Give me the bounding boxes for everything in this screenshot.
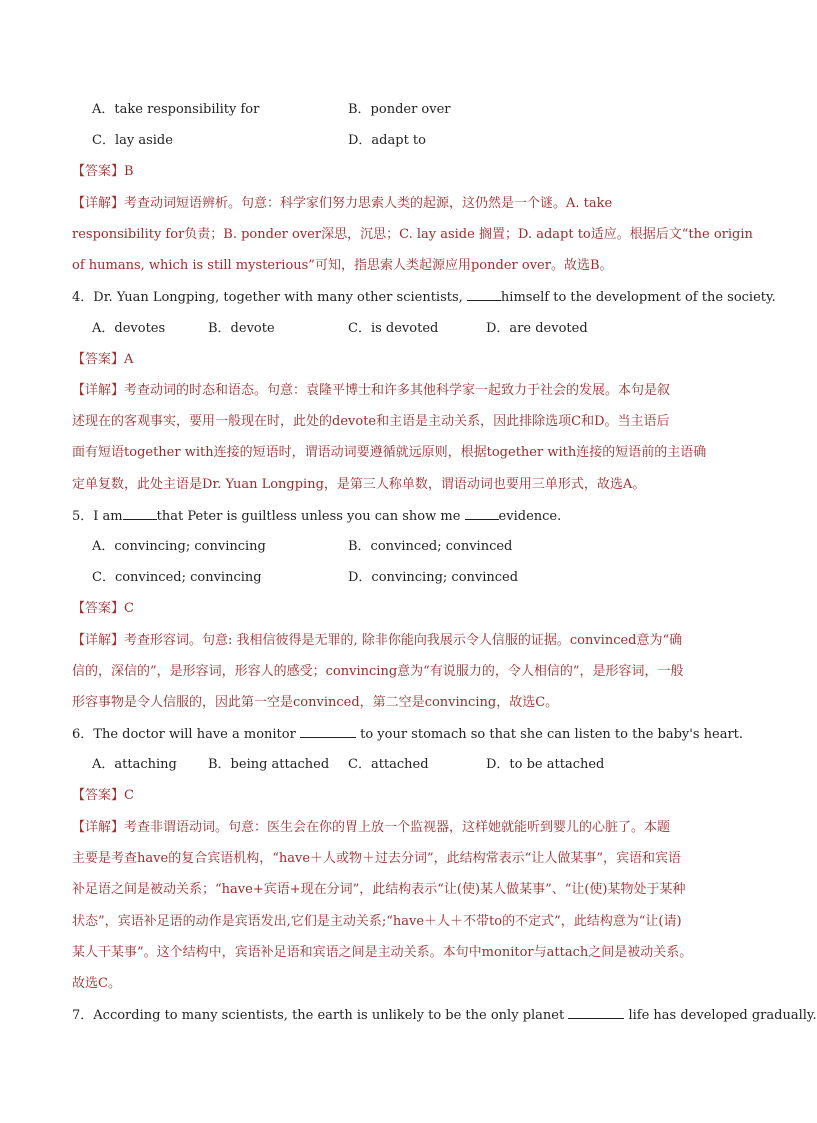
q3-detail-line-1 (72, 195, 612, 213)
detail-label: 【详解】 (72, 196, 125, 211)
answer-blank (465, 507, 499, 520)
text: 的不定式” (502, 914, 561, 929)
q4-detail-line-3 (72, 444, 706, 462)
text: 定单复数，此处主语是 (72, 477, 203, 492)
text: “have＋人＋不带 (386, 914, 490, 929)
text: “have＋人或物＋过去分词” (272, 851, 434, 866)
q4-option-d: D．are devoted (486, 321, 588, 336)
text: 信的，深信的”，是形容词，形容人的感受； (72, 664, 326, 679)
text: 述现在的客观事实，要用一般现在时，此处的 (72, 414, 333, 429)
text: “让人做某事” (524, 851, 603, 866)
text: ，此结构表示 (359, 882, 438, 897)
text: monitor (481, 945, 534, 960)
answer-blank (300, 725, 356, 738)
text: 负责； (184, 227, 224, 242)
text: attach (546, 945, 589, 960)
text: 除非你能向我展示令人信服的证据。 (361, 633, 570, 648)
text: responsibility for (72, 227, 185, 242)
text: 形容事物是令人信服的，因此第一空是 (72, 695, 294, 710)
text: ，此结构常表示 (433, 851, 525, 866)
answer-value: A (124, 352, 134, 367)
text: 它们是主动关系 (290, 914, 382, 929)
text: convinced (569, 633, 637, 648)
q3-detail-line-2 (72, 226, 753, 244)
text: ; (381, 914, 387, 929)
detail-label: 【详解】 (72, 820, 125, 835)
q4-detail-line-1 (72, 382, 670, 400)
text: 主要是考查 (72, 851, 138, 866)
q4-option-a: A．devotes (92, 321, 166, 336)
text: ，此结构意为 (560, 914, 639, 929)
answer-label: 【答案】 (72, 352, 125, 367)
text: 之间是被动关系。 (588, 945, 693, 960)
text: together with (486, 445, 577, 460)
q4-detail-line-4 (72, 476, 645, 494)
text: convincing (325, 664, 398, 679)
text: 补足语之间是被动关系； (72, 882, 216, 897)
text: to (489, 914, 503, 929)
text: ，是第三人称单数，谓语动词也要用三单形式，故选 (323, 477, 623, 492)
answer-value: C (124, 601, 134, 616)
text: of humans, which is still mysterious” (72, 258, 315, 273)
detail-label: 【详解】 (72, 383, 125, 398)
text: convincing (424, 695, 497, 710)
text: Dr. Yuan Longping (202, 477, 324, 492)
text: 5．I am (72, 509, 123, 524)
text: 考查动词短语辨析。句意：科学家们努力思索人类的起源，这仍然是一个谜。 (124, 196, 567, 211)
answer-label: 【答案】 (72, 788, 125, 803)
text: “确 (662, 633, 683, 648)
text: 我相信彼得是无罪的 (236, 633, 354, 648)
q5-stem (72, 507, 561, 526)
text: “have+宾语+现在分词” (215, 882, 360, 897)
text: 连接的短语前的主语确 (576, 445, 707, 460)
text: ，宾语和宾语 (602, 851, 681, 866)
text: 深思，沉思； (321, 227, 400, 242)
q4-answer (72, 351, 133, 369)
text: ，第二空是 (359, 695, 425, 710)
text: 考查动词的时态和语态。句意：袁隆平博士和许多其他科学家一起致力于社会的发展。本句是叙 (124, 383, 671, 398)
text: “有说服力的，令人相信的”，是形容词，一般 (423, 664, 684, 679)
text: “the origin (681, 227, 753, 242)
text: 。 (599, 258, 613, 273)
text: 意为 (397, 664, 424, 679)
q5-option-d: D．convincing; convinced (348, 570, 519, 585)
q6-stem (72, 725, 743, 744)
q3-option-d: D．adapt to (348, 133, 426, 148)
text: 。 (632, 477, 646, 492)
q3-answer (72, 163, 134, 181)
text: 。这个结构中，宾语补足语和宾语之间是主动关系。本句中 (143, 945, 482, 960)
q5-option-a: A．convincing; convincing (92, 539, 266, 554)
text: 和 (581, 414, 595, 429)
text: 。 (107, 976, 121, 991)
text: himself to the development of the society. (500, 290, 776, 305)
text: , (353, 633, 362, 648)
answer-blank (467, 288, 501, 301)
q6-detail-line-1 (72, 819, 670, 837)
text: 意为 (636, 633, 663, 648)
text: D (594, 414, 605, 429)
text: 与 (533, 945, 547, 960)
q6-detail-line-3 (72, 881, 686, 899)
text: life has developed gradually. (624, 1008, 817, 1023)
q3-option-a: A．take responsibility for (92, 102, 260, 117)
text: D. adapt to (517, 227, 591, 242)
text: 连接的短语时，谓语动词要遵循就远原则，根据 (213, 445, 487, 460)
text: , (286, 914, 291, 929)
text: 状态” (72, 914, 105, 929)
text: evidence. (498, 509, 562, 524)
text: C (571, 414, 582, 429)
text: 面有短语 (72, 445, 125, 460)
text: to your stomach so that she can listen to the baby's heart. (355, 727, 744, 742)
q5-answer (72, 600, 134, 618)
text: ，故选 (496, 695, 536, 710)
q6-option-b: B．being attached (208, 757, 330, 772)
q3-option-b: B．ponder over (348, 102, 451, 117)
text: 。故选 (550, 258, 590, 273)
q3-detail-line-3 (72, 257, 613, 275)
text: : (228, 633, 237, 648)
q5-option-c: C．convinced; convincing (92, 570, 262, 585)
q4-option-b: B．devote (208, 321, 275, 336)
q6-option-d: D．to be attached (486, 757, 605, 772)
q5-detail-line-1 (72, 632, 682, 650)
q5-option-b: B．convinced; convinced (348, 539, 513, 554)
detail-label: 【详解】 (72, 633, 125, 648)
text: ，宾语补足语的动作是宾语发出 (104, 914, 287, 929)
text: convinced (293, 695, 360, 710)
answer-blank (123, 507, 157, 520)
text: 的复合宾语机构， (168, 851, 273, 866)
text: 7．According to many scientists, the earth is unlikely to be the only planet (72, 1008, 569, 1023)
text: have (137, 851, 169, 866)
text: B. ponder over (223, 227, 322, 242)
q5-detail-line-3 (72, 694, 558, 712)
text: devote (332, 414, 377, 429)
q6-detail-line-5 (72, 944, 692, 962)
q6-option-a: A．attaching (92, 757, 177, 772)
q6-detail-line-4 (72, 913, 682, 931)
text: B (589, 258, 600, 273)
text: 考查非谓语动词。句意：医生会在你的胃上放一个监视器，这样她就能听到婴儿的心脏了。本题 (124, 820, 671, 835)
text: C (535, 695, 546, 710)
q6-option-c: C．attached (348, 757, 429, 772)
text: “让(请) (638, 914, 682, 929)
q3-option-c: C．lay aside (92, 133, 173, 148)
q6-answer (72, 787, 134, 805)
q7-stem (72, 1006, 817, 1025)
text: 可知，指思索人类起源应用 (314, 258, 471, 273)
text: 适应。根据后文 (590, 227, 682, 242)
text: ponder over (470, 258, 551, 273)
answer-value: C (124, 788, 134, 803)
answer-blank (568, 1006, 624, 1019)
text: “让(使)某人做某事”、“让(使)某物处于某种 (437, 882, 686, 897)
text: A (622, 477, 633, 492)
text: together with (124, 445, 214, 460)
text: 。当主语后 (604, 414, 670, 429)
text: 和主语是主动关系，因此排除选项 (376, 414, 572, 429)
text: 。 (545, 695, 559, 710)
text: 6．The doctor will have a monitor (72, 727, 300, 742)
text: 4．Dr. Yuan Longping, together with many other scientists, (72, 290, 467, 305)
q5-detail-line-2 (72, 663, 683, 681)
q4-detail-line-2 (72, 413, 670, 431)
text: 某人干某事” (72, 945, 144, 960)
answer-label: 【答案】 (72, 164, 125, 179)
text: C. lay aside (399, 227, 479, 242)
q4-option-c: C．is devoted (348, 321, 439, 336)
answer-value: B (124, 164, 134, 179)
q6-detail-line-6 (72, 975, 121, 993)
q4-stem (72, 288, 776, 307)
text: C (98, 976, 108, 991)
text: A. take (566, 196, 613, 211)
text: that Peter is guiltless unless you can show me (156, 509, 465, 524)
text: 故选 (72, 976, 99, 991)
q6-detail-line-2 (72, 850, 681, 868)
text: 搁置； (478, 227, 518, 242)
answer-label: 【答案】 (72, 601, 125, 616)
text: 考查形容词。句意 (124, 633, 229, 648)
